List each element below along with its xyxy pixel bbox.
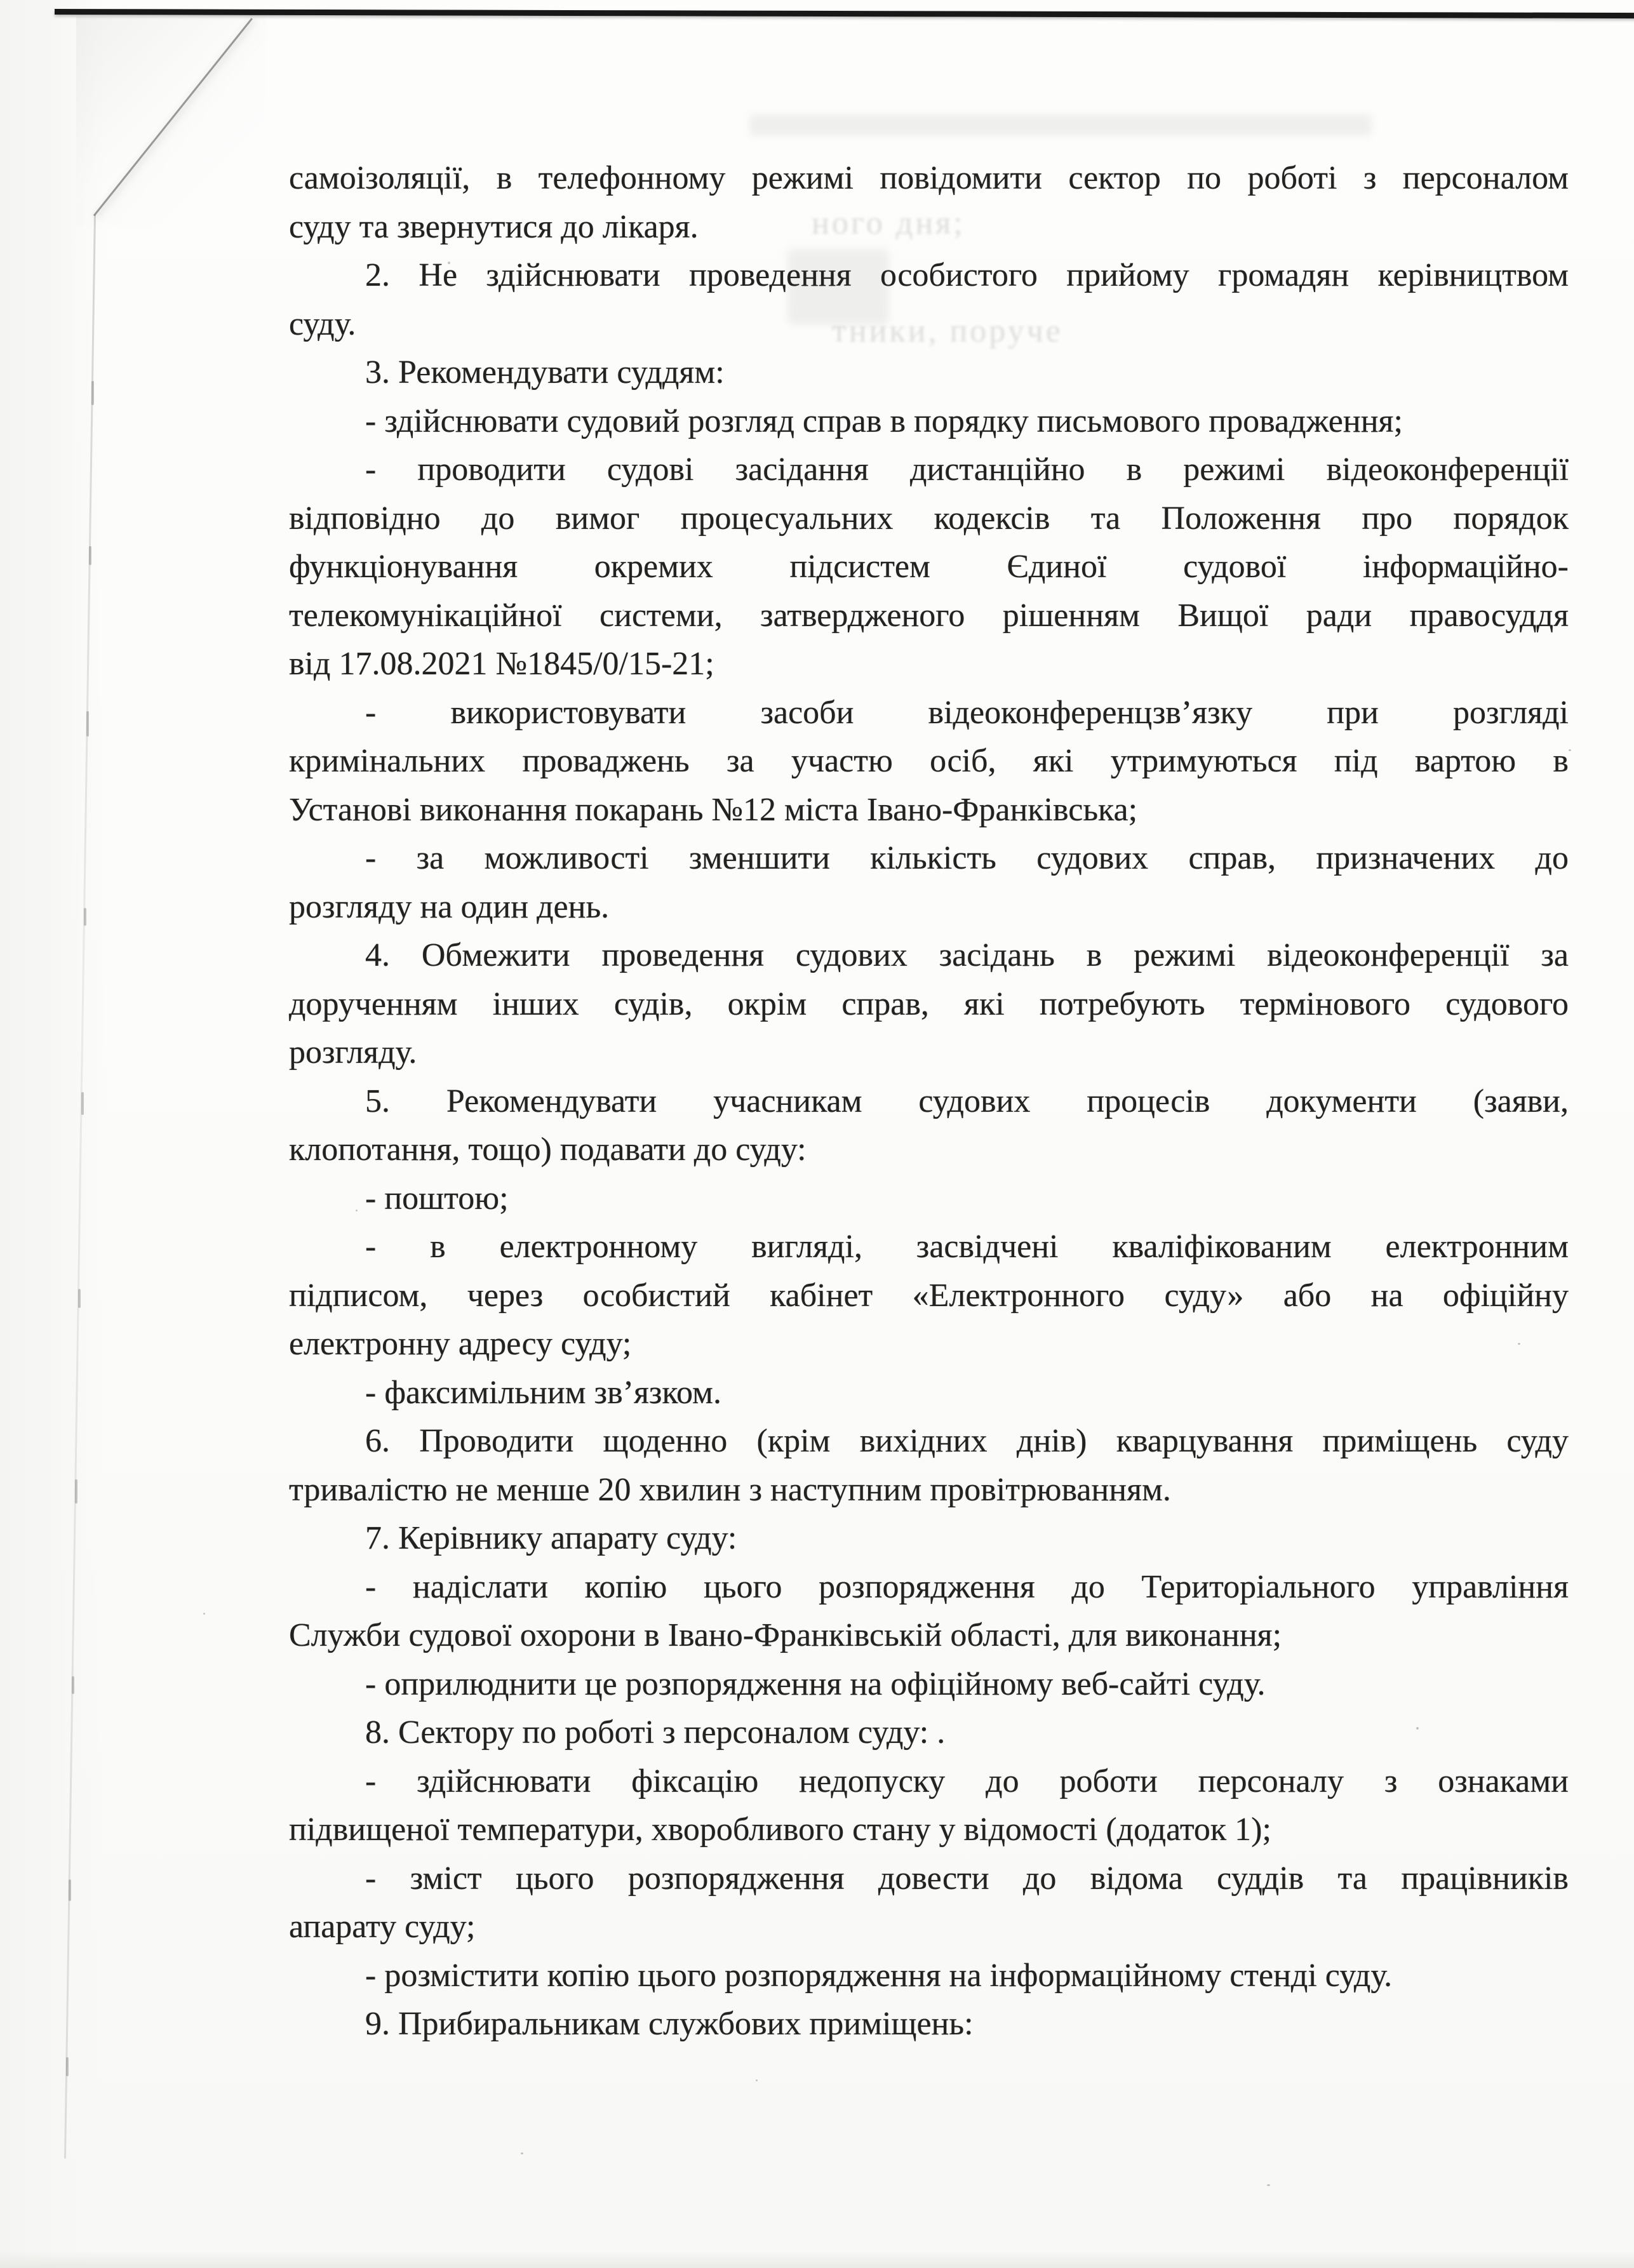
- scan-speck: [1267, 2184, 1270, 2186]
- scan-speck: [203, 1613, 205, 1615]
- text-line-24: підписом, через особистий кабінет «Електронного суду» або на офіційну: [289, 1277, 1569, 1314]
- text-line-11: від 17.08.2021 №1845/0/15-21;: [289, 646, 714, 682]
- text-line-25: електронну адресу суду;: [289, 1326, 632, 1362]
- edge-dash: [75, 1479, 77, 1504]
- text-line-14: Установі виконання покарань №12 міста Івано-Франківська;: [289, 791, 1138, 828]
- text-line-9: функціонування окремих підсистем Єдиної судової інформаційно-: [289, 549, 1569, 585]
- text-line-38: - розмістити копію цього розпорядження на інформаційному стенді суду.: [365, 1957, 1393, 1994]
- scan-speck: [756, 2079, 758, 2081]
- edge-dash: [86, 711, 89, 737]
- text-line-3: 2. Не здійснювати проведення особистого прийому громадян керівництвом: [365, 257, 1569, 293]
- text-line-20: 5. Рекомендувати учасникам судових процесів документи (заяви,: [365, 1083, 1569, 1119]
- edge-dash: [78, 1289, 81, 1308]
- document-text: [289, 154, 1569, 2049]
- text-line-7: - проводити судові засідання дистанційно в режимі відеоконференції: [365, 451, 1569, 488]
- text-line-29: 7. Керівнику апарату суду:: [365, 1520, 737, 1556]
- text-line-15: - за можливості зменшити кількість судових справ, призначених до: [365, 840, 1569, 876]
- scanner-bed-strip: [0, 0, 105, 2268]
- text-line-12: - використовувати засоби відеоконференцзв’язку при розгляді: [365, 694, 1569, 731]
- text-line-37: апарату суду;: [289, 1909, 476, 1945]
- scan-speck: [1569, 749, 1571, 751]
- text-line-10: телекомунікаційної системи, затвердженого рішенням Вищої ради правосуддя: [289, 597, 1569, 634]
- corner-fold-shadow: [76, 17, 267, 226]
- scan-speck: [521, 2152, 523, 2154]
- text-line-31: Служби судової охорони в Івано-Франківській області, для виконання;: [289, 1617, 1282, 1653]
- text-line-13: кримінальних проваджень за участю осіб, які утримуються під вартою в: [289, 743, 1569, 779]
- text-line-4: суду.: [289, 305, 356, 342]
- text-line-28: тривалістю не менше 20 хвилин з наступним провітрюванням.: [289, 1471, 1171, 1508]
- ghost-smudge: [749, 114, 1372, 136]
- text-line-27: 6. Проводити щоденно (крім вихідних днів) кварцування приміщень суду: [365, 1423, 1569, 1459]
- text-line-17: 4. Обмежити проведення судових засідань в режимі відеоконференції за: [365, 937, 1569, 973]
- text-line-34: - здійснювати фіксацію недопуску до роботи персоналу з ознаками: [365, 1763, 1569, 1799]
- edge-dash: [69, 1879, 71, 1901]
- edge-dash: [72, 1676, 74, 1694]
- text-line-32: - оприлюднити це розпорядження на офіційному веб-сайті суду.: [365, 1665, 1266, 1702]
- text-line-2: суду та звернутися до лікаря.: [289, 208, 699, 245]
- text-line-6: - здійснювати судовий розгляд справ в порядку письмового провадження;: [365, 403, 1403, 439]
- text-line-18: дорученням інших судів, окрім справ, які потребують термінового судового: [289, 985, 1569, 1022]
- text-line-8: відповідно до вимог процесуальних кодексів та Положення про порядок: [289, 500, 1569, 537]
- text-line-26: - факсимільним зв’язком.: [365, 1374, 721, 1411]
- text-line-33: 8. Сектору по роботі з персоналом суду: .: [365, 1714, 946, 1751]
- text-line-1: самоізоляції, в телефонному режимі повідомити сектор по роботі з персоналом: [289, 160, 1569, 196]
- text-line-16: розгляду на один день.: [289, 888, 610, 925]
- top-scan-edge-line: [55, 9, 1634, 18]
- ghost-text: ного дня;: [812, 205, 965, 241]
- text-line-39: 9. Прибиральникам службових приміщень:: [365, 2006, 974, 2042]
- bottom-scan-band: [0, 2251, 1634, 2268]
- text-line-30: - надіслати копію цього розпорядження до Територіального управління: [365, 1568, 1569, 1605]
- text-line-36: - зміст цього розпорядження довести до відома суддів та працівників: [365, 1860, 1569, 1897]
- text-line-23: - в електронному вигляді, засвідчені кваліфікованим електронним: [365, 1229, 1569, 1265]
- edge-dash: [84, 908, 86, 926]
- edge-dash: [81, 1092, 84, 1115]
- text-line-5: 3. Рекомендувати суддям:: [365, 354, 725, 390]
- ghost-text: тники, поруче: [832, 313, 1063, 349]
- edge-dash: [66, 2057, 69, 2076]
- text-line-22: - поштою;: [365, 1180, 509, 1217]
- text-line-19: розгляду.: [289, 1034, 417, 1071]
- text-line-35: підвищеної температури, хворобливого стану у відомості (додаток 1);: [289, 1811, 1271, 1848]
- text-line-21: клопотання, тощо) подавати до суду:: [289, 1131, 807, 1168]
- edge-dash: [91, 381, 94, 405]
- edge-dash: [89, 546, 91, 565]
